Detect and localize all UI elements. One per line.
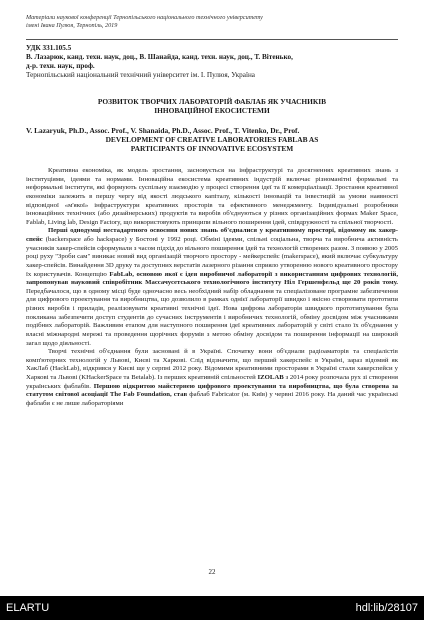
authors-ua-line-1: В. Лазарюк, канд. техн. наук, доц., В. Шанайда, канд. техн. наук, доц., Т. Вітенько, bbox=[26, 53, 293, 61]
paragraph-1: Креативна економіка, як модель зростання, засновується на інфраструктурі та досягненнях креативних знань з інституціями, ідеями та нормами. Інноваційна екосистема креативних індустрій включає різноманітні формальні та неформальні інститути, які формують суспільну взаємодію у процесі створення ідеї та її комерціалізації. Зростання креативної економіки залежить в першу чергу від якості людського капіталу, кількості інновацій та інвестицій за умови наявності відповідної «м'якої» інфраструктури креативних просторів та ефективного менеджменту. Індивідуальні розробники інноваційних технічних (або дизайнерських) продуктів та виробів об'єднуються у різних організаційних формах Maker Space, Fablab, Living lab, Design Factory, що використовують принципи вільного поширення ідей, співдружності та спільної творчості. bbox=[26, 167, 398, 226]
title-ua-line-1: РОЗВИТОК ТВОРЧИХ ЛАБОРАТОРІЙ ФАБЛАБ ЯК УЧАСНИКІВ bbox=[97, 97, 327, 106]
article-meta bbox=[26, 44, 398, 80]
title-ua-line-2: ІННОВАЦІЙНОЇ ЕКОСИСТЕМИ bbox=[154, 106, 270, 115]
footer-handle[interactable]: hdl:lib/28107 bbox=[355, 602, 418, 614]
affiliation: Тернопільський національний технічний університет ім. І. Пулюя, Україна bbox=[26, 71, 255, 79]
header-divider bbox=[26, 39, 398, 40]
header-line-2: імені Івана Пулюя, Тернопіль, 2019 bbox=[26, 21, 118, 29]
authors-ua-line-2: д-р. техн. наук, проф. bbox=[26, 62, 95, 70]
p3-text-a: Творчі технічні об'єднання були засновані й в Україні. Спочатку вони об'єднали радіоаматорів та спеціалістів комп'ютерних технологій у Львові, Києві та Харкові. Слід відзначити, що перший хакерспейс в Україні, зараз відомий як ХакЛаб (HackLab), відкрився у Києві ще у серпні 2012 року. Відомими креативними просторами в Україні стали хакерспейси у Харкові та Львові (KHackerSpace та Betalab). Із перших креативній спільностей bbox=[26, 348, 398, 381]
p3-text-b: з 2014 року розпочала рух зі створення українських фаблабів. bbox=[26, 374, 398, 390]
footer-repository-name[interactable]: ELARTU bbox=[6, 602, 50, 614]
paragraph-3 bbox=[26, 348, 398, 408]
title-ukrainian bbox=[26, 97, 398, 115]
p2-bold-lead: Перші однодумці нестадартного освоєння нових знань об'єдналися у креативному просторі, відомому як хакер-спейс bbox=[26, 227, 398, 243]
p2-tail: Передбачалося, що в одному місці буде одночасно весь необхідний набір обладнання та спеціалізоване програмне забезпечення для цифрового проектування та виробництва, що дозволило в рамках однієї лабораторії швидко і якісно створювати прототипи різних виробів і приладів, реалізовувати креативні технічні ідеї. Нова цифрова лабораторія швидкого прототипування була покликана забезпечити доступ студентів до сучасних інструментів і виробничих технологій, обміну досвідом між учасниками подібних лабораторій. Важливим етапом для наступного поширення ідеї креативних лабораторій у світі стало їх об'єднання у власні міжнародні мережі та проведення щорічних форумів з метою обміну досвідом та поширення інформації на широкий загал щодо діяльності. bbox=[26, 287, 398, 347]
footer-bar bbox=[0, 596, 424, 620]
p3-bold-first: Першою відкритою майстернею цифрового проектування та виробництва, що була створена за статутом світової асоціації The Fab Foundation, став bbox=[26, 382, 398, 399]
article-body bbox=[26, 167, 398, 409]
udk-code: УДК 331.105.5 bbox=[26, 44, 72, 52]
running-header bbox=[26, 14, 386, 29]
p2-bold-fablab: FabLab, основою якої є ідея виробничої лабораторії з використанням цифрових технологій, запропонував науковий співробітник Массачусетського технологічного інституту Ніл Гершенфельд ще 20 років тому. bbox=[26, 270, 399, 287]
title-en-line-2: PARTICIPANTS OF INNOVATIVE ECOSYSTEM bbox=[130, 144, 294, 153]
title-english-block bbox=[26, 126, 398, 153]
p3-bold-izolab: IZOLAB bbox=[257, 374, 284, 381]
title-en-line-1: DEVELOPMENT OF CREATIVE LABORATORIES FABLAB AS bbox=[105, 135, 319, 144]
authors-en: V. Lazaryuk, Ph.D., Assoc. Prof., V. Shanaida, Ph.D., Assoc. Prof., T. Vitenko, Dr., Prof. bbox=[26, 126, 300, 135]
p3-text-c: фаблаб Fabricator (м. Київ) у червні 2016 року. На даний час українські фаблаби є не лише лабораторіями bbox=[26, 391, 398, 407]
p2-text: (backerspace або hackspace) у Бостоні у 1992 році. Обміні ідеями, спільні соціальна, творча та виробнича активність учасників хакер-спейсів сформували з часом підхід до вільного поширення ідей та технологій створених разом. З появою у 2005 році руху "Зроби сам" виникає новий вид організацій творчого простору - мейкерспейс (makerspace), який включає субкультуру хакер-спейсів. Винайдення 3D друку та доступних верстатів лазерного різання сприяло утворенню нового креативного простору їх користувачів. Концепцію bbox=[26, 236, 398, 278]
header-line-1: Матеріали наукової конференції Тернопільського національного технічного університету bbox=[26, 14, 263, 21]
paragraph-2 bbox=[26, 227, 398, 348]
page-number: 22 bbox=[208, 568, 216, 576]
